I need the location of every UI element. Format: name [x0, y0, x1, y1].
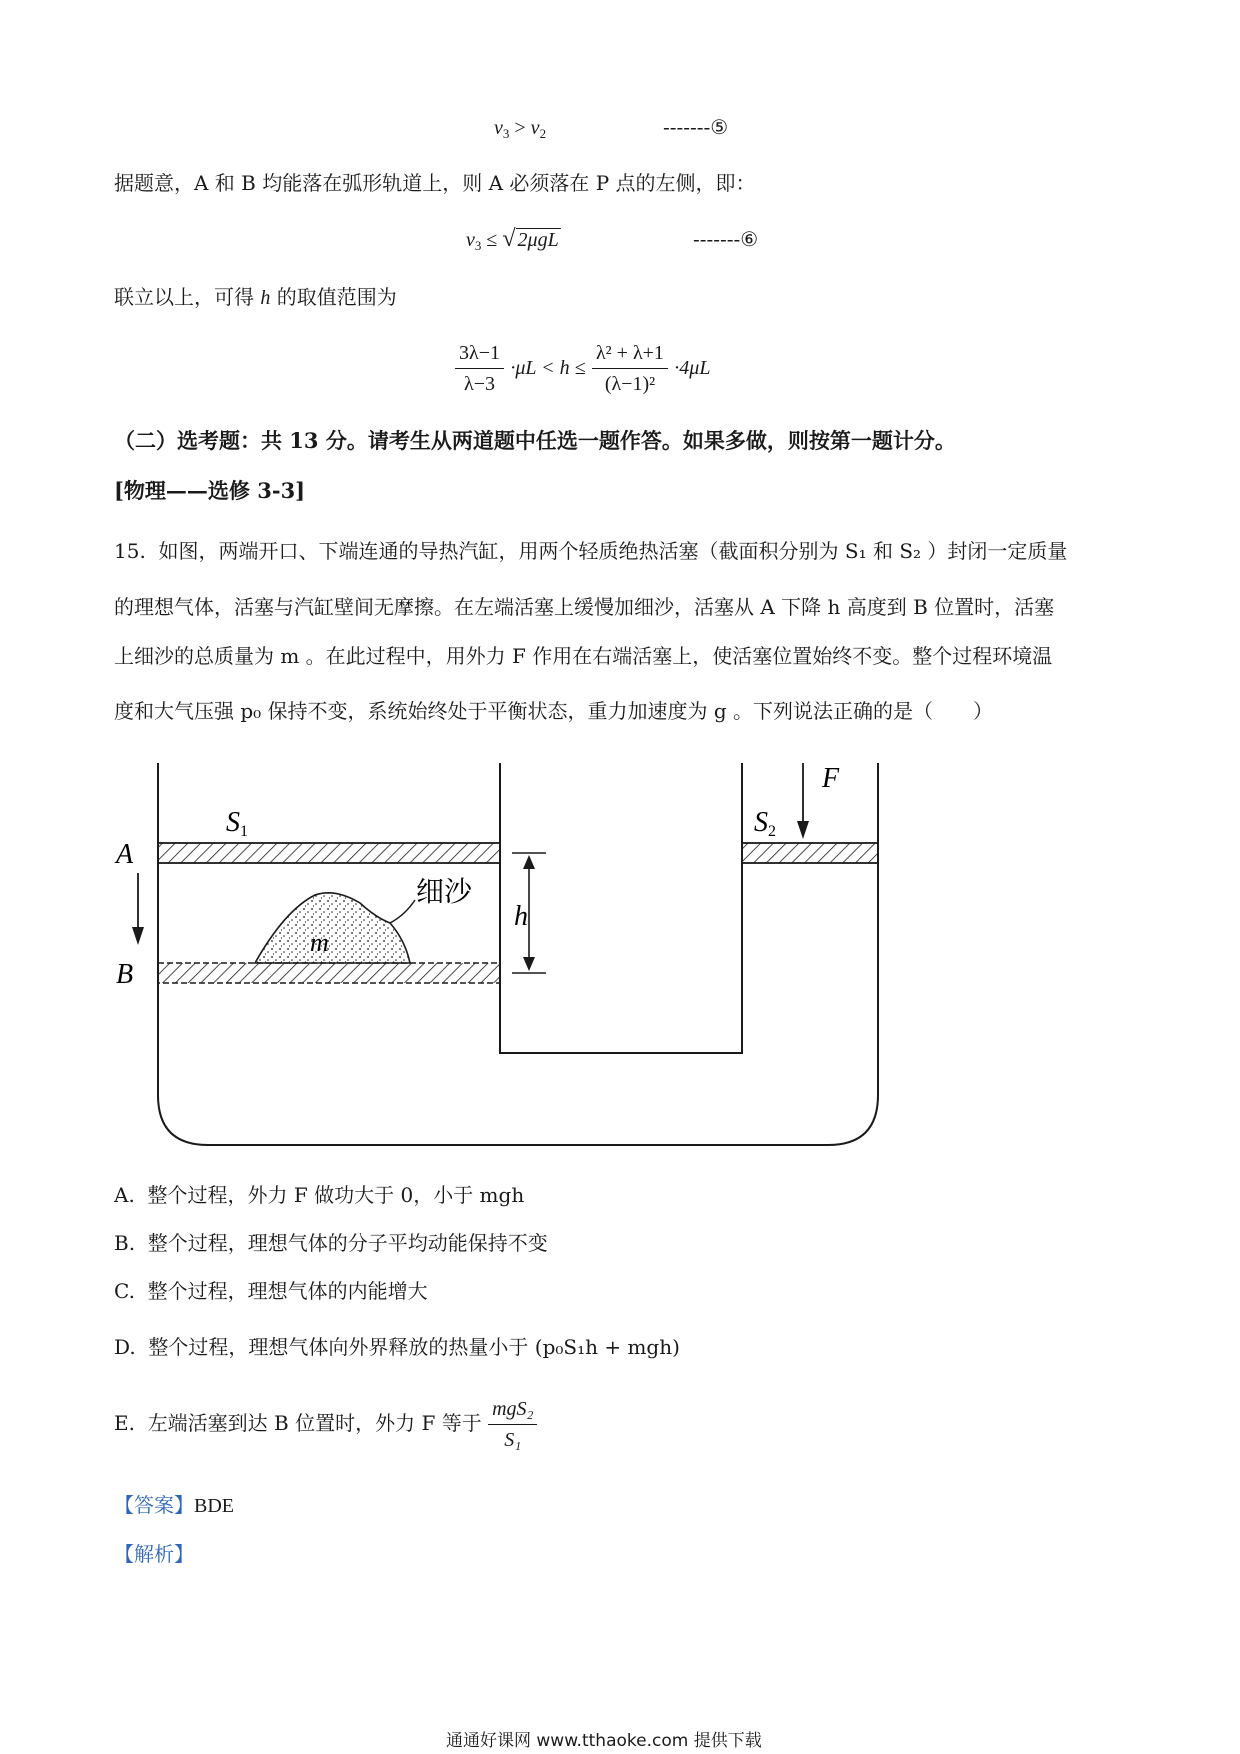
- force-arrow: [797, 763, 809, 839]
- piston-s1-at-b: [158, 963, 500, 983]
- label-a: A: [116, 839, 134, 870]
- equation-6: $v_3$ ≤ √ 2μgL: [466, 226, 559, 253]
- label-s2: S2: [754, 807, 776, 840]
- option-c: C. 整个过程，理想气体的内能增大: [114, 1279, 428, 1303]
- range-left-fraction: $\frac{3\lambda-1}{\lambda-3}$: [455, 340, 504, 397]
- sand-pile: [255, 893, 410, 963]
- option-e: E. 左端活塞到达 B 位置时，外力 F 等于 $\frac{\text{mgS₂}}{\text{S₁}}$: [114, 1396, 537, 1453]
- section-heading: （二）选考题：共 13 分。请考生从两道题中任选一题作答。如果多做，则按第一题计分。: [114, 428, 956, 453]
- answer-line: [114, 1492, 234, 1519]
- label-b: B: [116, 959, 134, 990]
- question-line-4: 度和大气压强 p₀ 保持不变，系统始终处于平衡状态，重力加速度为 g 。下列说法正确的是（ ）: [114, 699, 994, 723]
- sand-leader-line: [390, 900, 415, 923]
- range-expression: $\frac{3\lambda-1}{\lambda-3}$ ·μL < h ≤ $\frac{\text{λ² + λ+1}}{\text{(λ−1)²}}$ ·4μL: [455, 340, 710, 397]
- answer-label: 【答案】: [114, 1493, 194, 1517]
- footer-link[interactable]: 通通好课网 www.tthaoke.com 提供下载: [446, 1731, 762, 1751]
- equation-5-tag: -------⑤: [663, 115, 729, 139]
- label-f: F: [822, 763, 840, 794]
- arrow-a-to-b: [132, 873, 144, 945]
- question-line-3: 上细沙的总质量为 m 。在此过程中，用外力 F 作用在右端活塞上，使活塞位置始终不变。整个过程环境温: [114, 644, 1053, 668]
- cylinder-figure: [110, 755, 890, 1155]
- label-s1: S1: [226, 807, 248, 840]
- piston-s2: [742, 843, 878, 863]
- combine-text: 联立以上，可得 h 的取值范围为: [114, 285, 397, 309]
- equation-5: $v_3 > v_2$: [494, 117, 547, 141]
- label-sand: 细沙: [416, 875, 473, 908]
- piston-s1-at-a: [158, 843, 500, 863]
- label-m: m: [310, 928, 329, 957]
- condition-text: 据题意，A 和 B 均能落在弧形轨道上，则 A 必须落在 P 点的左侧，即：: [114, 171, 756, 195]
- analysis-label: 【解析】: [114, 1542, 194, 1566]
- subsection-heading: [物理——选修 3-3]: [114, 478, 306, 503]
- answer-value: BDE: [194, 1495, 234, 1517]
- option-a: A. 整个过程，外力 F 做功大于 0，小于 mgh: [114, 1183, 525, 1207]
- equation-6-tag: -------⑥: [693, 227, 759, 251]
- question-line-2: 的理想气体，活塞与汽缸壁间无摩擦。在左端活塞上缓慢加细沙，活塞从 A 下降 h 高度到 B 位置时，活塞: [114, 595, 1055, 619]
- label-h: h: [514, 901, 528, 932]
- option-e-fraction: $\frac{\text{mgS₂}}{\text{S₁}}$: [488, 1396, 537, 1453]
- option-d: D. 整个过程，理想气体向外界释放的热量小于 (p₀S₁h + mgh): [114, 1335, 680, 1359]
- option-b: B. 整个过程，理想气体的分子平均动能保持不变: [114, 1231, 548, 1255]
- question-line-1: 15. 如图，两端开口、下端连通的导热汽缸，用两个轻质绝热活塞（截面积分别为 S₁ 和 S₂ ）封闭一定质量: [114, 539, 1068, 563]
- range-right-fraction: $\frac{\text{λ² + λ+1}}{\text{(λ−1)²}}$: [592, 340, 668, 397]
